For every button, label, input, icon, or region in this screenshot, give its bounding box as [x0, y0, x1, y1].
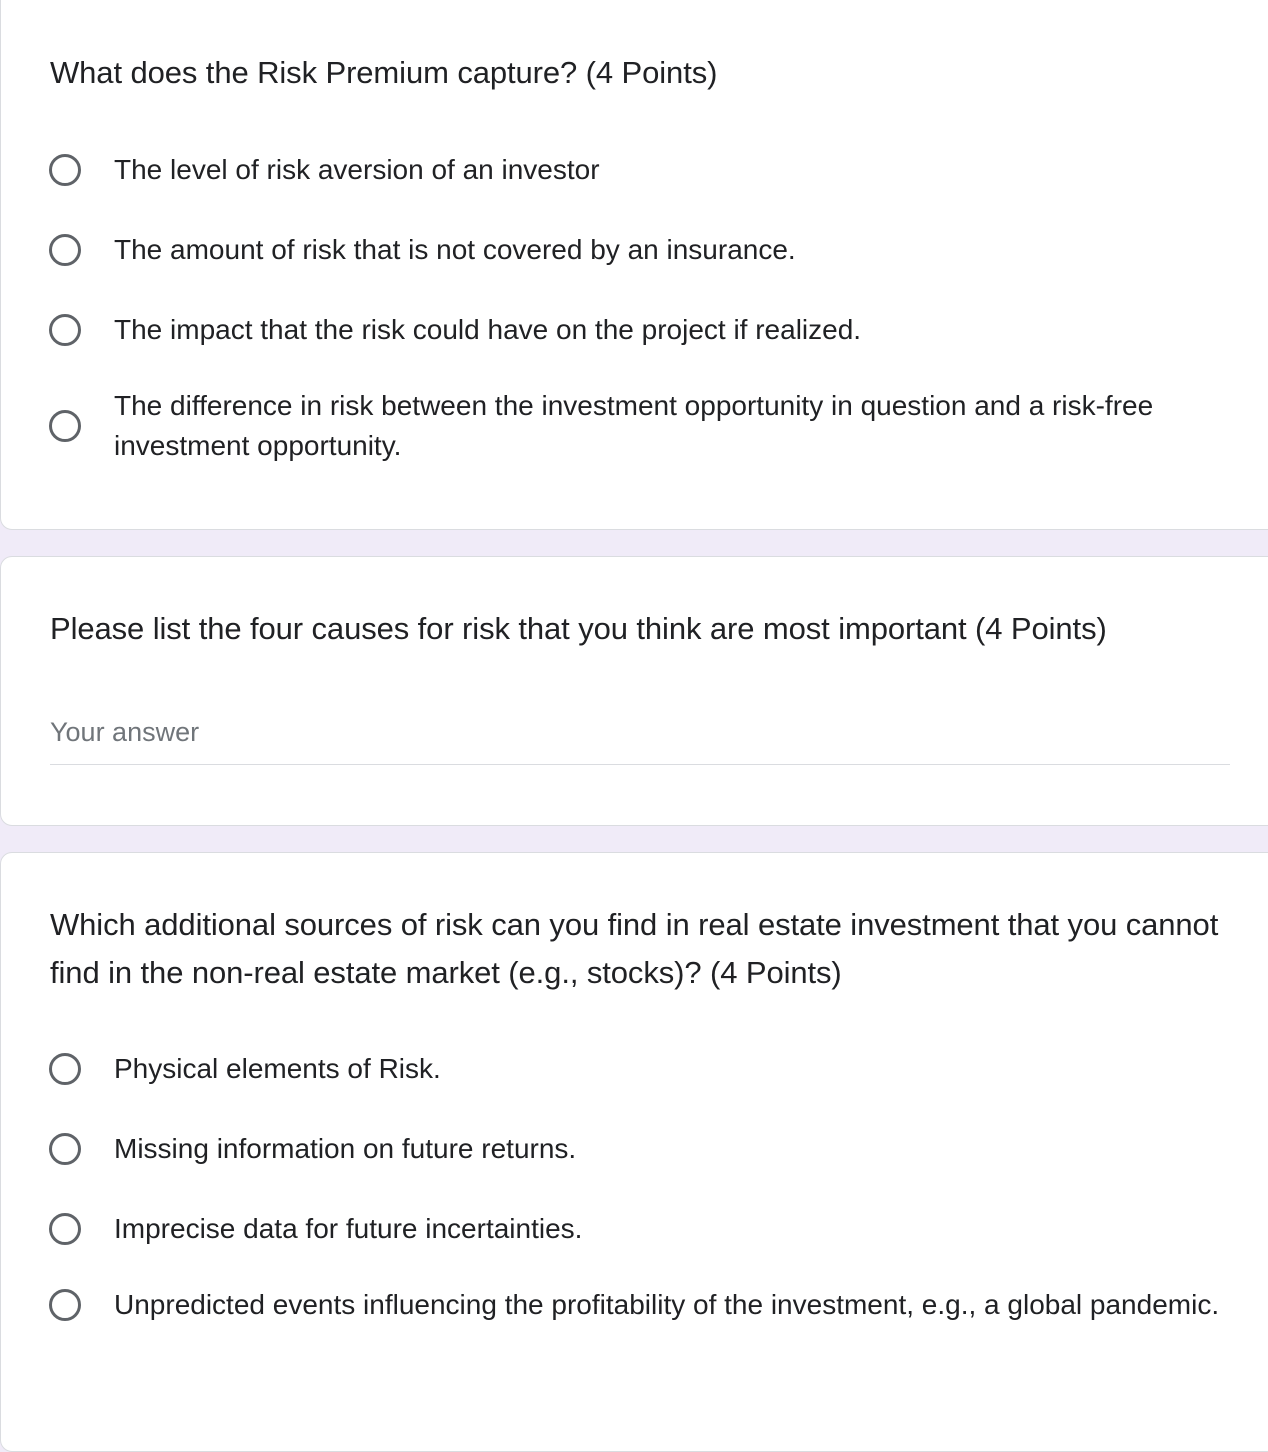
radio-unchecked-icon[interactable]	[49, 234, 81, 266]
option-risk-aversion[interactable]	[49, 150, 1229, 190]
question-card-real-estate-risk	[0, 852, 1268, 1452]
option-label: Unpredicted events influencing the profitability of the investment, e.g., a global pandemic.	[114, 1289, 1220, 1320]
radio-unchecked-icon[interactable]	[49, 410, 81, 442]
radio-unchecked-icon[interactable]	[49, 1213, 81, 1245]
option-label: The difference in risk between the investment opportunity in question and a risk-free investment opportunity.	[114, 390, 1154, 461]
option-physical-elements[interactable]	[49, 1049, 1229, 1089]
question-card-risk-causes	[0, 556, 1268, 826]
answer-input[interactable]	[50, 704, 1230, 761]
question-card-risk-premium	[0, 0, 1268, 530]
answer-field-underline	[50, 704, 1230, 765]
radio-unchecked-icon[interactable]	[49, 314, 81, 346]
question-title: Which additional sources of risk can you find in real estate investment that you cannot find in the non-real estate market (e.g., stocks)? (4 Points)	[50, 907, 1219, 990]
question-title: Please list the four causes for risk that you think are most important (4 Points)	[50, 611, 1107, 646]
option-label: The amount of risk that is not covered by an insurance.	[114, 234, 796, 265]
option-label: Missing information on future returns.	[114, 1133, 577, 1164]
option-label: The impact that the risk could have on the project if realized.	[114, 314, 862, 345]
option-missing-information[interactable]	[49, 1129, 1229, 1169]
radio-unchecked-icon[interactable]	[49, 1053, 81, 1085]
option-label: The level of risk aversion of an investor	[114, 154, 600, 185]
question-title: What does the Risk Premium capture? (4 Points)	[50, 55, 718, 90]
option-risk-difference[interactable]	[49, 386, 1229, 466]
option-risk-impact[interactable]	[49, 310, 1229, 350]
option-unpredicted-events[interactable]	[49, 1285, 1229, 1325]
radio-unchecked-icon[interactable]	[49, 154, 81, 186]
option-risk-not-covered[interactable]	[49, 230, 1229, 270]
option-label: Imprecise data for future incertainties.	[114, 1213, 583, 1244]
option-imprecise-data[interactable]	[49, 1209, 1229, 1249]
radio-unchecked-icon[interactable]	[49, 1289, 81, 1321]
radio-unchecked-icon[interactable]	[49, 1133, 81, 1165]
option-label: Physical elements of Risk.	[114, 1053, 441, 1084]
